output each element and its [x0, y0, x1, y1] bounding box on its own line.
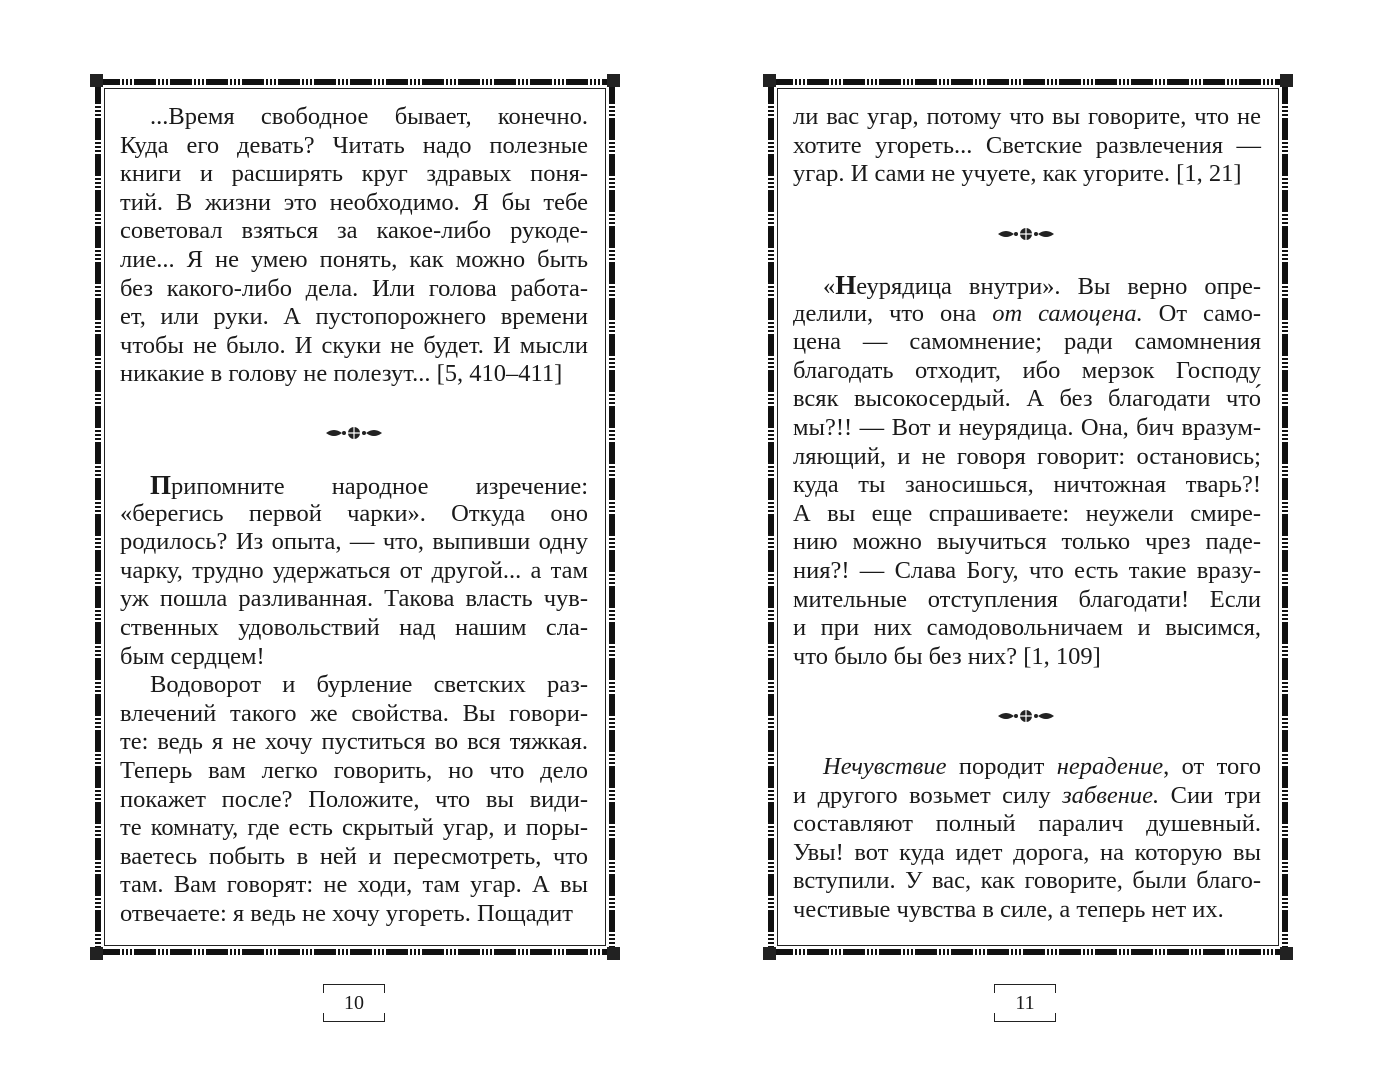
text-segment: всяк высокосердый. А без благодати что́	[793, 385, 1261, 413]
text-segment: Водоворот и бурление светских раз-	[150, 671, 588, 699]
text-segment: там. Вам говорят: не ходи, там угар. А вы	[120, 871, 588, 899]
text-line	[793, 782, 1261, 811]
text-line	[793, 810, 1261, 839]
text-line	[120, 871, 588, 900]
text-line	[120, 585, 588, 614]
text-block	[793, 103, 1261, 189]
text-segment: что было бы без них? [1, 109]	[793, 642, 1101, 670]
text-line	[120, 757, 588, 786]
text-line	[793, 471, 1261, 500]
text-segment: «	[823, 273, 836, 300]
text-line	[120, 303, 588, 332]
text-line	[120, 728, 588, 757]
text-segment: , от того	[1163, 753, 1261, 780]
text-segment: ния?! — Слава Богу, что есть такие вразу-	[793, 556, 1261, 584]
text-segment: и другого возьмет силу	[793, 781, 1063, 809]
text-line	[120, 360, 588, 389]
text-line	[120, 275, 588, 304]
text-line	[793, 328, 1261, 357]
text-line	[120, 500, 588, 529]
text-segment: ственных удовольствий над нашим сла-	[120, 613, 588, 641]
text-segment: чарку, трудно удержаться от другой... а там	[120, 556, 588, 584]
text-line	[793, 414, 1261, 443]
text-segment: мы?!! — Вот и неурядица. Она, бич вразум-	[793, 413, 1261, 441]
text-segment: А вы еще спрашиваете: неужели смире-	[793, 499, 1261, 527]
text-line	[120, 189, 588, 218]
text-segment: куда ты заносишься, ничтожная тварь?!	[793, 471, 1261, 499]
text-segment: родилось? Из опыта, — что, выпивши одну	[120, 528, 588, 556]
text-segment: отвечаете: я ведь не хочу угореть. Пощадит	[120, 899, 573, 927]
text-line	[120, 471, 588, 500]
text-segment: лие... Я не умею понять, как можно быть	[120, 245, 588, 273]
text-segment: ли вас угар, потому что вы говорите, что не	[793, 103, 1261, 130]
italic-text: от самоцена.	[992, 299, 1143, 327]
text-line	[793, 839, 1261, 868]
text-segment: рипомните народное изречение:	[171, 473, 588, 500]
text-segment: влечений такого же свойства. Вы говори-	[120, 699, 588, 727]
text-segment: Теперь вам легко говорить, но что дело	[120, 756, 588, 784]
text-segment: Увы! вот куда идет дорога, на которую вы	[793, 838, 1261, 866]
page-number: 10	[323, 984, 385, 1022]
text-segment: еурядица внутри». Вы верно опре-	[856, 273, 1261, 300]
text-segment: нию можно выучиться только чрез паде-	[793, 528, 1261, 556]
text-segment: цена — самомнение; ради самомнения	[793, 328, 1261, 356]
text-segment: составляют полный паралич душевный.	[793, 810, 1261, 838]
text-segment: породит	[946, 753, 1057, 780]
text-segment: и при них самодовольничаем и высимся,	[793, 614, 1261, 642]
text-line	[793, 896, 1261, 925]
text-segment: От само-	[1142, 299, 1261, 327]
text-line	[793, 160, 1261, 189]
text-line	[793, 103, 1261, 132]
ornament-divider-icon	[996, 709, 1056, 723]
text-segment: мительные отступления благодати! Если	[793, 585, 1261, 613]
text-line	[120, 786, 588, 815]
text-segment: без какого-либо дела. Или голова работа-	[120, 274, 588, 302]
text-block	[793, 753, 1261, 925]
text-segment: те: ведь я не хочу пуститься во вся тяжкая.	[120, 728, 588, 756]
text-line	[793, 753, 1261, 782]
text-line	[120, 160, 588, 189]
text-segment: те комнату, где есть скрытый угар, и поры-	[120, 814, 588, 842]
text-line	[793, 300, 1261, 329]
text-line	[120, 132, 588, 161]
text-segment: ляющий, и не говоря говорит: остановись;	[793, 442, 1261, 470]
italic-text: забвение.	[1062, 781, 1160, 809]
text-segment: угар. И сами не учуете, как угорите. [1, 21]	[793, 160, 1242, 188]
text-segment: чтобы не было. И скуки не будет. И мысли	[120, 331, 588, 359]
text-segment: ...Время свободное бывает, конечно.	[150, 103, 588, 130]
initial-letter: Н	[835, 270, 857, 300]
text-line	[120, 217, 588, 246]
text-line	[793, 500, 1261, 529]
text-line	[793, 643, 1261, 672]
text-line	[120, 700, 588, 729]
text-segment: вступили. У вас, как говорите, были благо-	[793, 867, 1261, 895]
text-segment: бым сердцем!	[120, 642, 265, 670]
text-line	[120, 246, 588, 275]
ornament-divider-icon	[324, 426, 384, 440]
text-line	[120, 103, 588, 132]
text-segment: книги и расширять круг здравых поня-	[120, 160, 588, 188]
text-line	[120, 843, 588, 872]
text-segment: советовал взяться за какое-либо рукоде-	[120, 217, 588, 245]
text-line	[120, 332, 588, 361]
text-segment: Сии три	[1159, 781, 1261, 809]
text-line	[793, 586, 1261, 615]
text-segment: делили, что она	[793, 299, 993, 327]
text-line	[793, 557, 1261, 586]
text-segment: благодать отходит, ибо мерзок Господу	[793, 356, 1261, 384]
text-line	[120, 614, 588, 643]
text-line	[120, 643, 588, 672]
text-line	[793, 614, 1261, 643]
text-line	[793, 867, 1261, 896]
text-line	[120, 900, 588, 929]
italic-text: Нечувствие	[823, 753, 947, 780]
ornament-divider-icon	[996, 227, 1056, 241]
text-segment: «берегись первой чарки». Откуда оно	[120, 499, 588, 527]
text-block	[793, 271, 1261, 671]
text-line	[793, 132, 1261, 161]
text-line	[793, 528, 1261, 557]
text-line	[793, 271, 1261, 300]
text-segment: уж пошла разливанная. Такова власть чув-	[120, 585, 588, 613]
text-line	[793, 443, 1261, 472]
initial-letter: П	[150, 470, 172, 500]
text-segment: никакие в голову не полезут... [5, 410–411]	[120, 360, 563, 388]
text-segment: ваетесь побыть в ней и пересмотреть, что	[120, 842, 588, 870]
text-line	[120, 671, 588, 700]
text-line	[120, 557, 588, 586]
text-segment: ет, или руки. А пустопорожнего времени	[120, 303, 588, 331]
text-segment: тий. В жизни это необходимо. Я бы тебе	[120, 188, 588, 216]
page-number: 11	[994, 984, 1056, 1022]
italic-text: нерадение	[1056, 753, 1164, 780]
text-line	[120, 528, 588, 557]
text-line	[793, 357, 1261, 386]
text-segment: Куда его девать? Читать надо полезные	[120, 131, 588, 159]
text-line	[793, 385, 1261, 414]
text-block	[120, 103, 588, 389]
text-segment: хотите угореть... Светские развлечения —	[793, 131, 1261, 159]
text-block	[120, 471, 588, 929]
text-line	[120, 814, 588, 843]
text-segment: покажет после? Положите, что вы види-	[120, 785, 588, 813]
text-segment: честивые чувства в силе, а теперь нет их.	[793, 895, 1224, 923]
